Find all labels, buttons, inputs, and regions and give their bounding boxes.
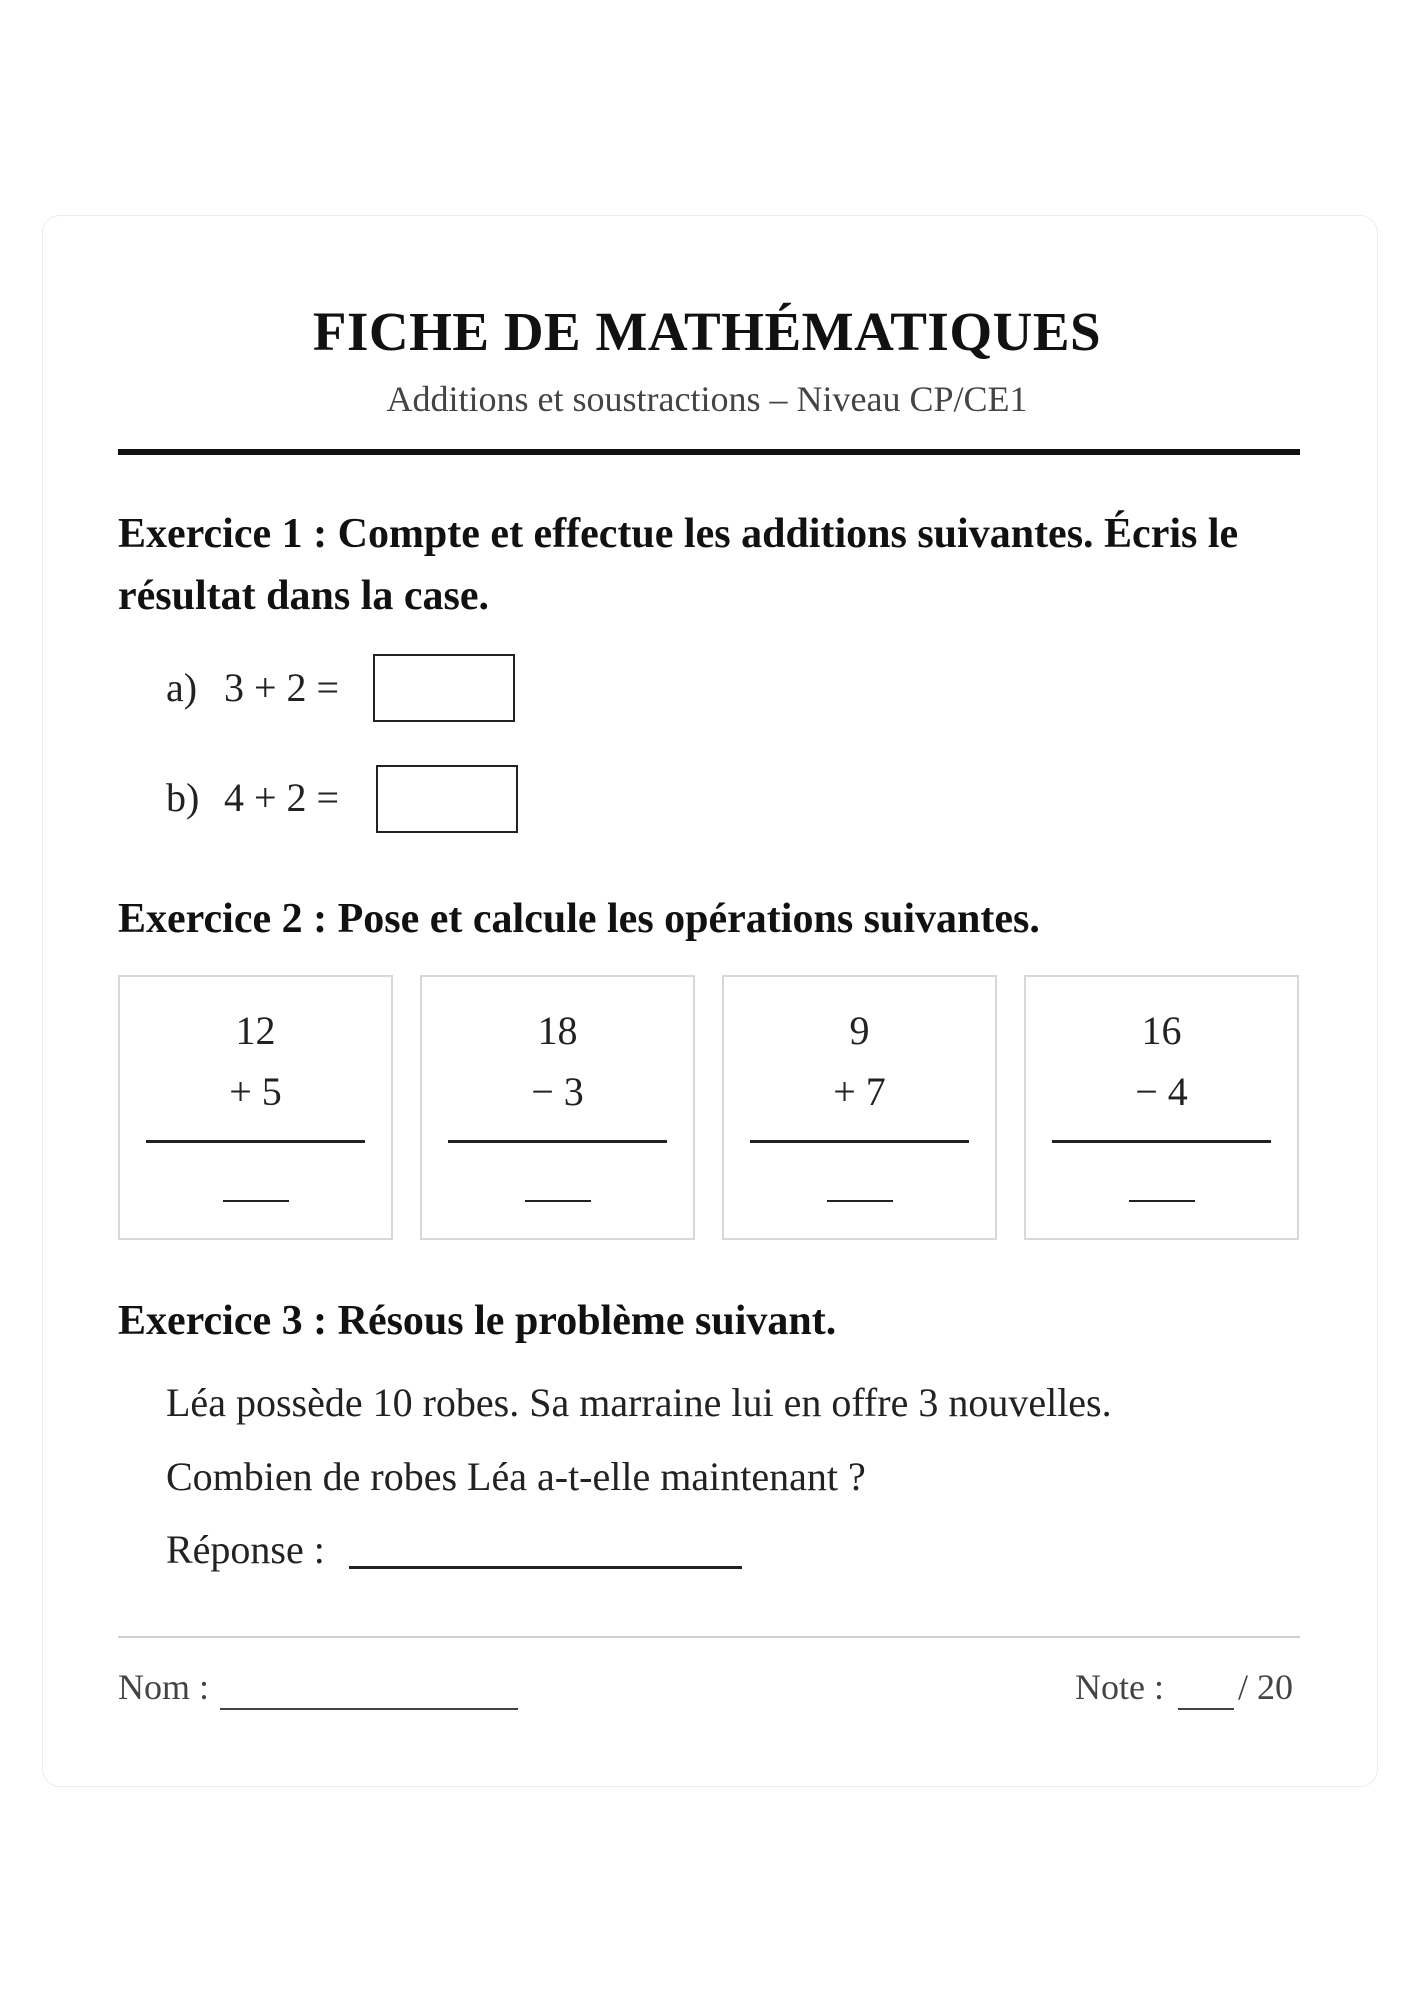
operation-second-term: + 7 — [833, 1069, 886, 1114]
operation-answer-blank[interactable] — [1129, 1200, 1195, 1202]
exercise-1-heading: Exercice 1 : Compte et effectue les additions suivantes. Écris le résultat dans la case. — [118, 511, 1239, 619]
operation-second-term: + 5 — [229, 1069, 282, 1114]
operation-answer-blank[interactable] — [827, 1200, 893, 1202]
operation-second-term: − 4 — [1135, 1069, 1188, 1114]
operation-first-number: 12 — [235, 1008, 276, 1053]
operation-card — [420, 975, 695, 1240]
operation-answer-blank[interactable] — [223, 1200, 289, 1202]
question-b-label: b) — [166, 775, 200, 820]
page-title: FICHE DE MATHÉMATIQUES — [312, 301, 1102, 362]
question-b — [166, 774, 339, 821]
operation-first-number: 16 — [1141, 1008, 1182, 1053]
note-label: Note : — [1075, 1667, 1164, 1707]
operation-card — [1024, 975, 1299, 1240]
answer-box-b[interactable] — [376, 765, 518, 833]
operation-line — [1052, 1140, 1271, 1143]
operation-first-number: 18 — [537, 1008, 578, 1053]
question-b-expression: 4 + 2 = — [224, 775, 340, 820]
header-divider — [118, 449, 1300, 455]
footer-divider — [118, 1636, 1300, 1638]
operation-first-number: 9 — [849, 1008, 870, 1053]
answer-label: Réponse : — [166, 1527, 325, 1572]
operation-card — [722, 975, 997, 1240]
answer-line[interactable] — [349, 1566, 742, 1569]
question-a-expression: 3 + 2 = — [224, 665, 340, 710]
problem-line-1: Léa possède 10 robes. Sa marraine lui en offre 3 nouvelles. — [166, 1380, 1112, 1425]
operation-line — [750, 1140, 969, 1143]
operation-line — [448, 1140, 667, 1143]
name-label: Nom : — [118, 1667, 210, 1707]
note-field-line[interactable] — [1178, 1708, 1234, 1710]
page-subtitle: Additions et soustractions – Niveau CP/CE1 — [386, 379, 1028, 419]
note-total: / 20 — [1238, 1667, 1294, 1707]
operations-row — [118, 975, 1300, 1240]
question-a-label: a) — [166, 665, 198, 710]
operation-second-term: − 3 — [531, 1069, 584, 1114]
operation-answer-blank[interactable] — [525, 1200, 591, 1202]
operation-line — [146, 1140, 365, 1143]
question-a — [166, 664, 339, 711]
name-field-line[interactable] — [220, 1708, 518, 1710]
problem-line-2: Combien de robes Léa a-t-elle maintenant ? — [166, 1454, 866, 1499]
exercise-3-heading: Exercice 3 : Résous le problème suivant. — [118, 1298, 837, 1344]
operation-card — [118, 975, 393, 1240]
answer-box-a[interactable] — [373, 654, 515, 722]
exercise-2-heading: Exercice 2 : Pose et calcule les opérations suivantes. — [118, 896, 1040, 942]
